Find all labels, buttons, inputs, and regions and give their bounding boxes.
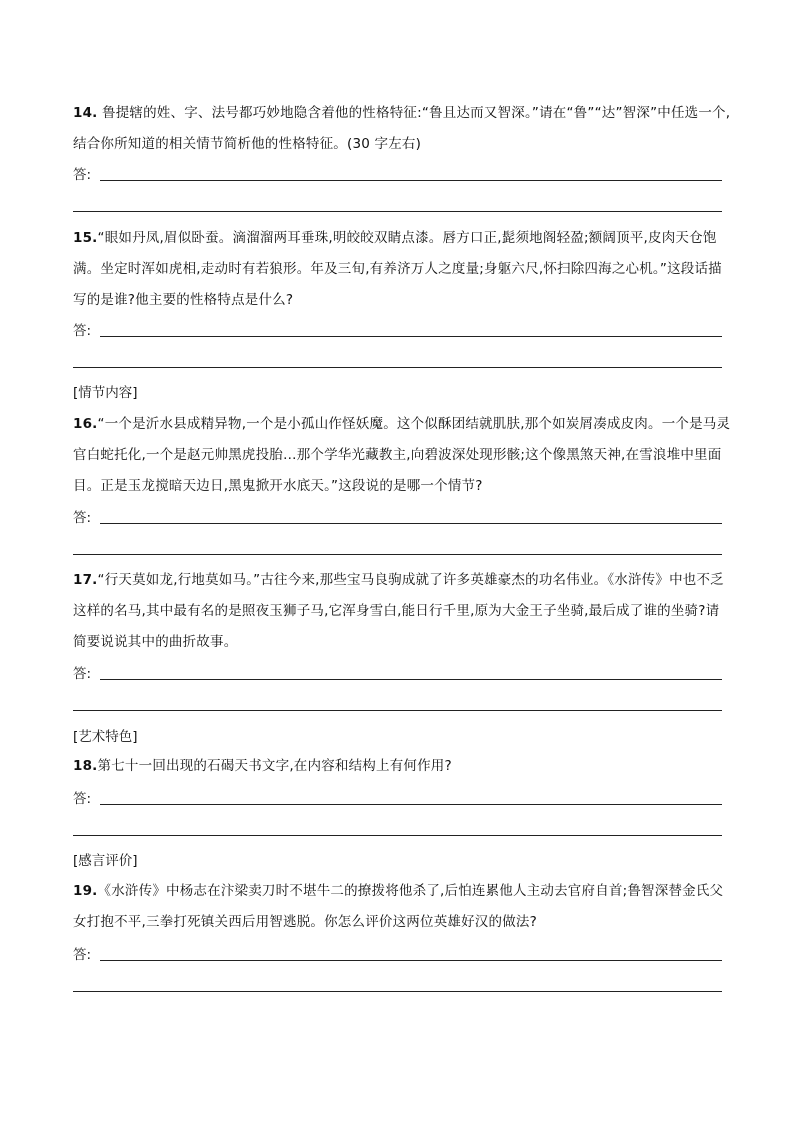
question-text: “行天莫如龙,行地莫如马。”古往今来,那些宝马良驹成就了许多英雄豪杰的功名伟业。《水浒传》中也不乏这样的名马,其中最有名的是照夜玉狮子马,它浑身雪白,能日行千里,原为大金王子坐骑,最后成了谁的坐骑?请简要说说其中的曲折故事。 xyxy=(73,572,724,650)
answer-label: 答: xyxy=(73,666,92,682)
question-number: 15. xyxy=(73,230,98,246)
answer-line[interactable] xyxy=(73,991,722,992)
question-text: “一个是沂水县成精异物,一个是小孤山作怪妖魔。这个似酥团结就肌肤,那个如炭屑凑成皮肉。一个是马灵官白蛇托化,一个是赵元帅黑虎投胎…那个学华光藏教主,向碧波深处现形骸;这个像黑煞天神,在雪浪堆中里面目。正是玉龙搅暗天边日,黑鬼掀开水底天。”这段说的是哪一个情节? xyxy=(73,416,731,494)
answer-line[interactable] xyxy=(100,180,722,181)
question-17 xyxy=(73,565,733,658)
answer-line[interactable] xyxy=(73,367,722,368)
answer-label: 答: xyxy=(73,323,92,339)
question-text: “眼如丹凤,眉似卧蚕。滴溜溜两耳垂珠,明皎皎双睛点漆。唇方口正,髭须地阁轻盈;额阔顶平,皮肉天仓饱满。坐定时浑如虎相,走动时有若狼形。年及三旬,有养济万人之度量;身躯六尺,怀扫除四海之心机。”这段话描写的是谁?他主要的性格特点是什么? xyxy=(73,230,722,308)
question-text: 鲁提辖的姓、字、法号都巧妙地隐含着他的性格特征:“鲁且达而又智深。”请在“鲁”“达”智深”中任选一个,结合你所知道的相关情节简析他的性格特征。(30 字左右) xyxy=(73,105,731,152)
question-14 xyxy=(73,98,733,160)
answer-label: 答: xyxy=(73,947,92,963)
answer-line[interactable] xyxy=(73,554,722,555)
question-number: 18. xyxy=(73,758,98,774)
question-text: 第七十一回出现的石碣天书文字,在内容和结构上有何作用? xyxy=(97,758,452,774)
answer-label: 答: xyxy=(73,791,92,807)
answer-line[interactable] xyxy=(100,960,722,961)
question-16 xyxy=(73,409,733,502)
answer-label: 答: xyxy=(73,167,92,183)
question-15 xyxy=(73,223,733,316)
answer-line[interactable] xyxy=(100,804,722,805)
section-heading: [情节内容] xyxy=(73,385,138,401)
question-number: 14. xyxy=(73,105,98,121)
question-text: 《水浒传》中杨志在汴梁卖刀时不堪牛二的撩拨将他杀了,后怕连累他人主动去官府自首;鲁智深替金氏父女打抱不平,三拳打死镇关西后用智逃脱。你怎么评价这两位英雄好汉的做法? xyxy=(73,883,724,930)
question-19 xyxy=(73,876,733,938)
answer-line[interactable] xyxy=(100,523,722,524)
question-number: 17. xyxy=(73,572,98,588)
answer-line[interactable] xyxy=(100,679,722,680)
question-18 xyxy=(73,751,733,782)
question-number: 16. xyxy=(73,416,98,432)
answer-line[interactable] xyxy=(73,211,722,212)
answer-line[interactable] xyxy=(100,336,722,337)
answer-line[interactable] xyxy=(73,835,722,836)
section-heading: [感言评价] xyxy=(73,853,138,869)
answer-label: 答: xyxy=(73,510,92,526)
question-number: 19. xyxy=(73,883,98,899)
section-heading: [艺术特色] xyxy=(73,729,138,745)
answer-line[interactable] xyxy=(73,710,722,711)
